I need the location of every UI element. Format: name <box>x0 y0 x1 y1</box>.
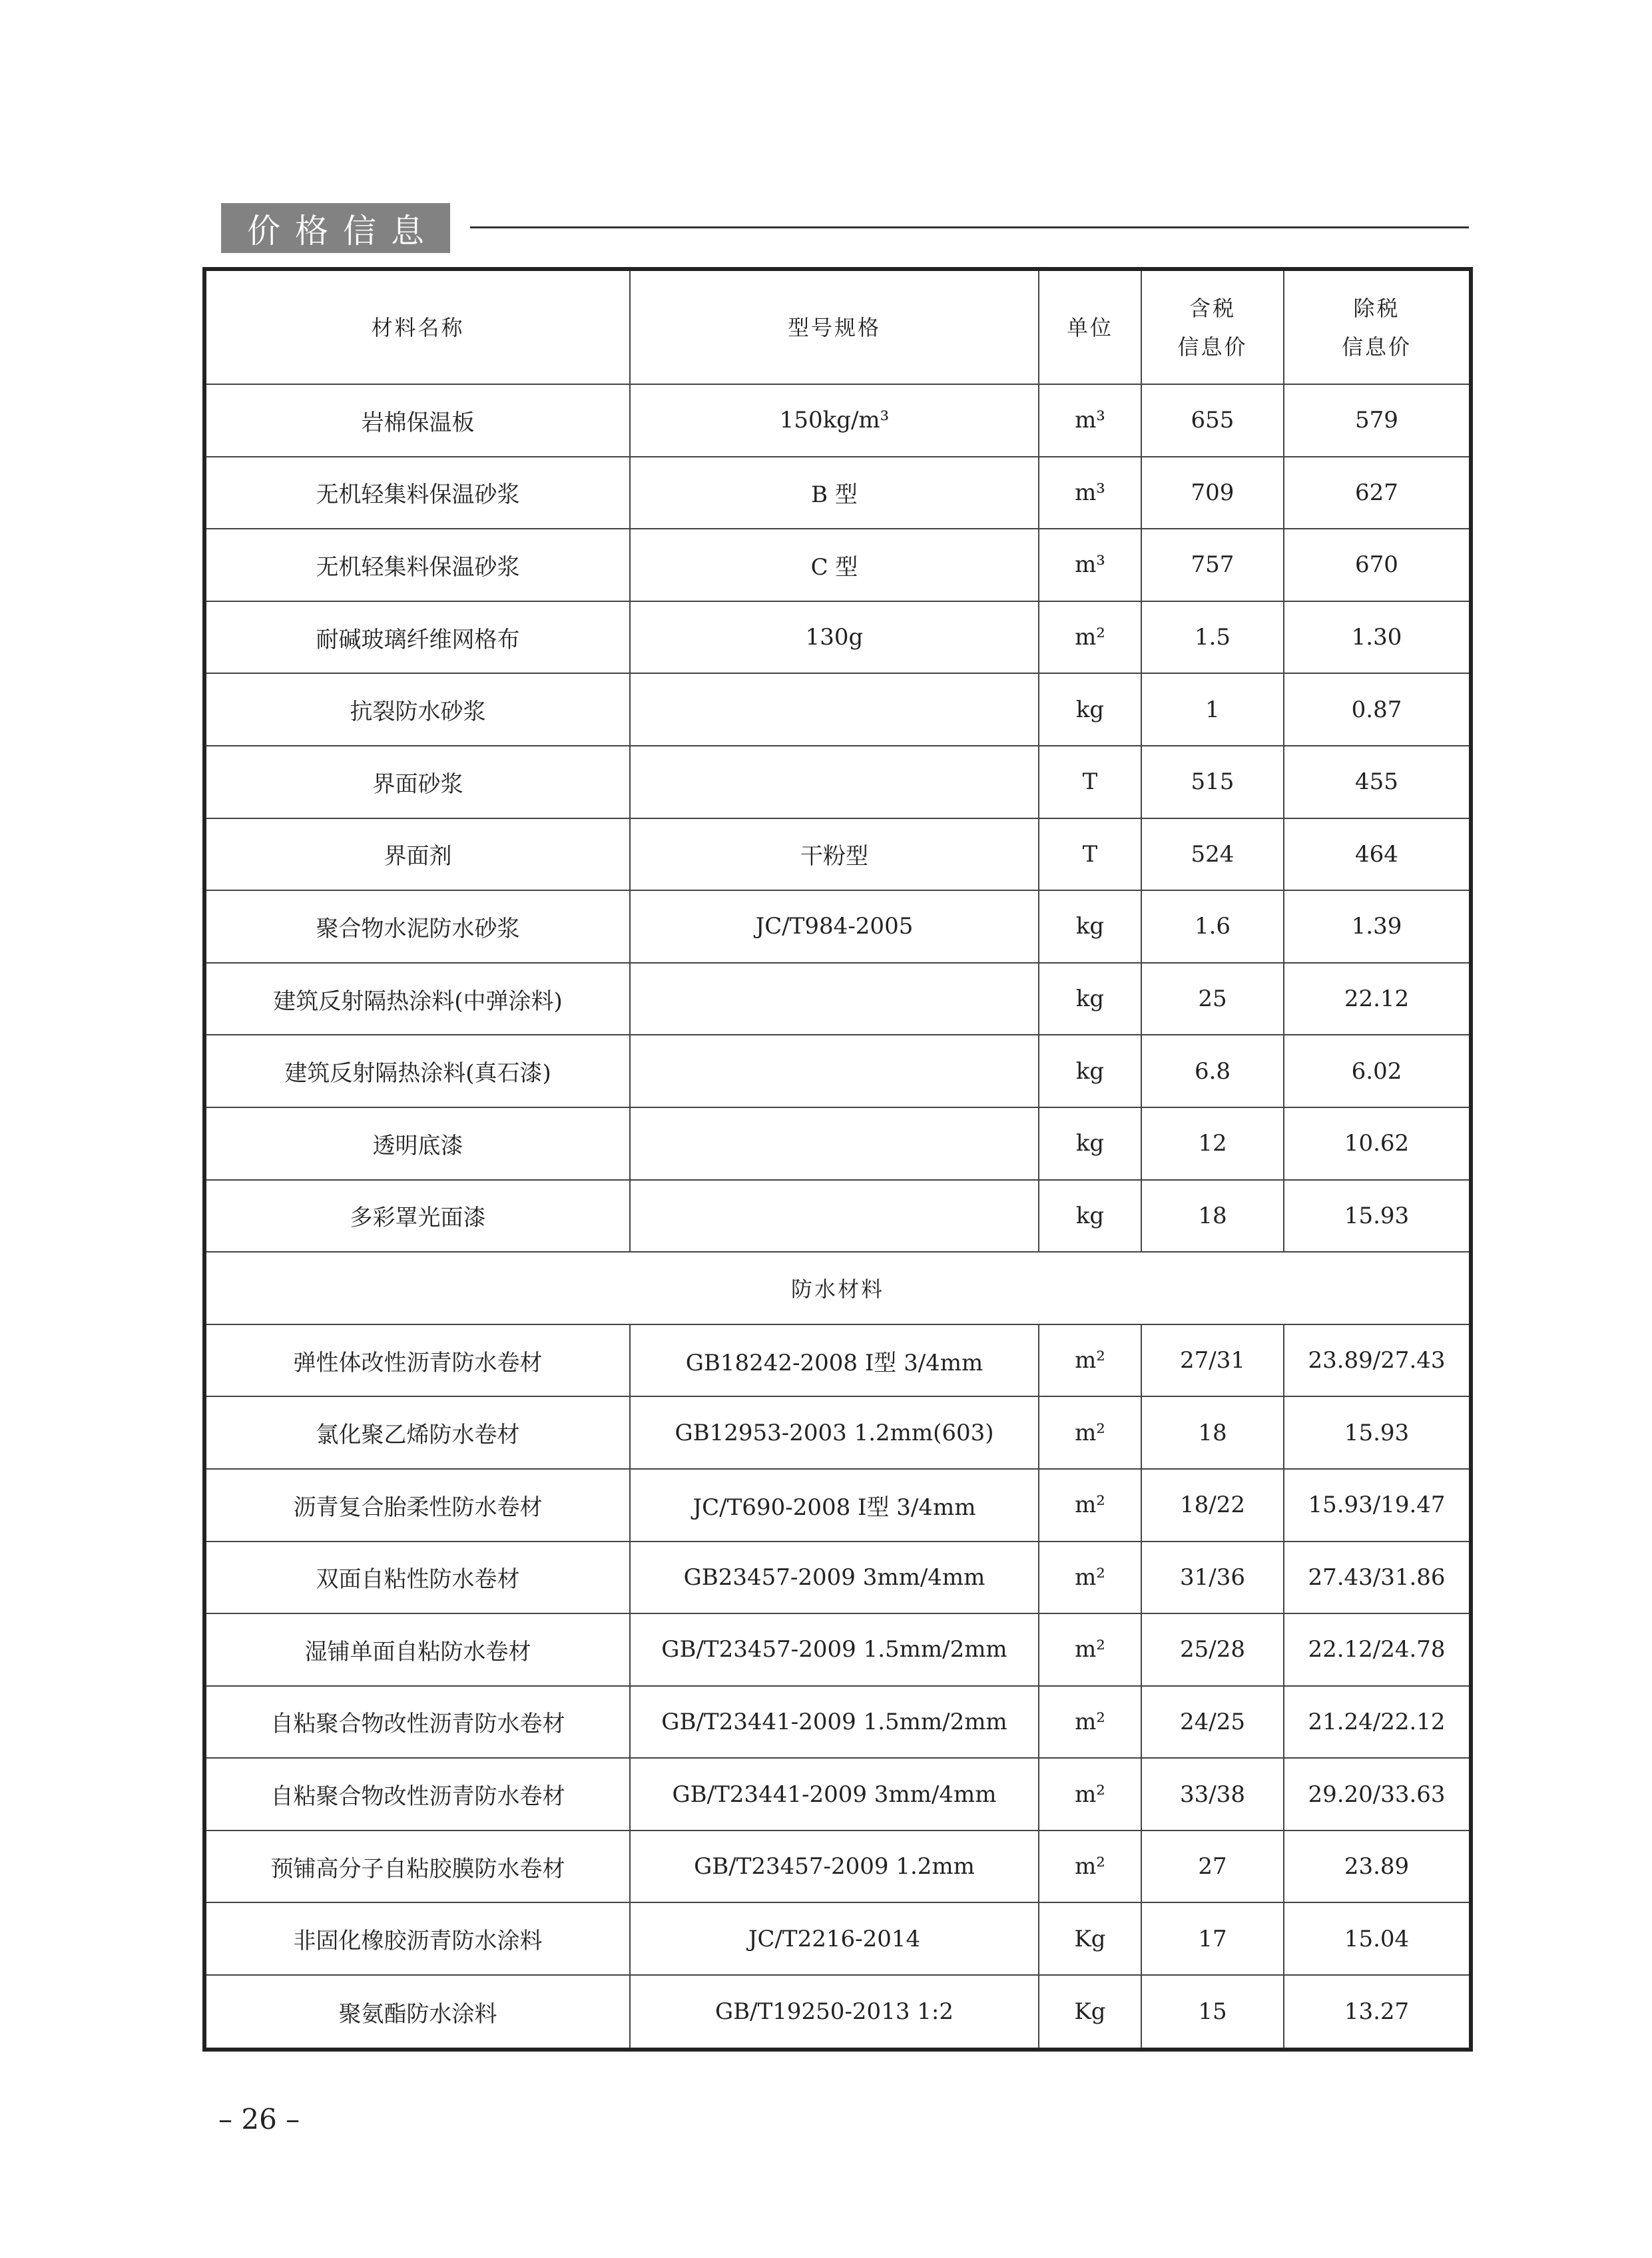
table-row <box>206 1831 1469 1903</box>
cell-unit: m² <box>1039 1831 1141 1903</box>
cell-price-with-tax: 1.6 <box>1141 890 1284 963</box>
table-row <box>206 1396 1469 1469</box>
cell-price-with-tax: 25 <box>1141 963 1284 1035</box>
cell-spec: GB18242-2008 Ⅰ型 3/4mm <box>630 1324 1039 1397</box>
cell-material-name: 界面砂浆 <box>206 746 630 818</box>
cell-spec: GB/T23441-2009 1.5mm/2mm <box>630 1686 1039 1759</box>
cell-price-without-tax: 10.62 <box>1284 1107 1469 1180</box>
cell-material-name: 非固化橡胶沥青防水涂料 <box>206 1902 630 1975</box>
cell-price-with-tax: 1.5 <box>1141 601 1284 674</box>
table-row <box>206 1542 1469 1614</box>
cell-spec: 130g <box>630 601 1039 674</box>
cell-material-name: 建筑反射隔热涂料(中弹涂料) <box>206 963 630 1035</box>
cell-price-with-tax: 18 <box>1141 1180 1284 1253</box>
cell-unit: m² <box>1039 1469 1141 1542</box>
cell-unit: Kg <box>1039 1975 1141 2048</box>
cell-unit: m² <box>1039 1613 1141 1686</box>
cell-material-name: 氯化聚乙烯防水卷材 <box>206 1396 630 1469</box>
cell-unit: kg <box>1039 1035 1141 1107</box>
cell-material-name: 建筑反射隔热涂料(真石漆) <box>206 1035 630 1107</box>
cell-material-name: 透明底漆 <box>206 1107 630 1180</box>
cell-price-with-tax: 15 <box>1141 1975 1284 2048</box>
cell-material-name: 预铺高分子自粘胶膜防水卷材 <box>206 1831 630 1903</box>
cell-price-without-tax: 29.20/33.63 <box>1284 1758 1469 1831</box>
cell-price-without-tax: 15.93 <box>1284 1396 1469 1469</box>
col-header-price-with-tax: 含税 信息价 <box>1141 271 1284 384</box>
cell-spec <box>630 746 1039 818</box>
cell-price-with-tax: 27/31 <box>1141 1324 1284 1397</box>
table-row <box>206 1324 1469 1397</box>
table-row <box>206 1035 1469 1107</box>
cell-spec: C 型 <box>630 529 1039 601</box>
table-row <box>206 1902 1469 1975</box>
cell-price-with-tax: 25/28 <box>1141 1613 1284 1686</box>
cell-material-name: 沥青复合胎柔性防水卷材 <box>206 1469 630 1542</box>
page-number: – 26 – <box>218 2103 300 2135</box>
table-row <box>206 1758 1469 1831</box>
cell-material-name: 岩棉保温板 <box>206 384 630 457</box>
cell-price-with-tax: 33/38 <box>1141 1758 1284 1831</box>
cell-unit: T <box>1039 818 1141 891</box>
cell-spec: GB/T23441-2009 3mm/4mm <box>630 1758 1039 1831</box>
cell-price-with-tax: 17 <box>1141 1902 1284 1975</box>
cell-unit: m² <box>1039 1686 1141 1759</box>
cell-material-name: 无机轻集料保温砂浆 <box>206 529 630 601</box>
cell-spec: 干粉型 <box>630 818 1039 891</box>
table-row <box>206 1686 1469 1759</box>
cell-spec: GB/T23457-2009 1.2mm <box>630 1831 1039 1903</box>
cell-spec: 150kg/m³ <box>630 384 1039 457</box>
cell-spec: GB12953-2003 1.2mm(603) <box>630 1396 1039 1469</box>
cell-price-without-tax: 627 <box>1284 457 1469 529</box>
cell-price-without-tax: 21.24/22.12 <box>1284 1686 1469 1759</box>
cell-unit: kg <box>1039 963 1141 1035</box>
cell-unit: kg <box>1039 1107 1141 1180</box>
cell-price-without-tax: 13.27 <box>1284 1975 1469 2048</box>
cell-spec <box>630 1107 1039 1180</box>
cell-unit: m² <box>1039 1758 1141 1831</box>
cell-unit: Kg <box>1039 1902 1141 1975</box>
price-table <box>206 271 1469 2048</box>
cell-price-with-tax: 31/36 <box>1141 1542 1284 1614</box>
cell-price-with-tax: 757 <box>1141 529 1284 601</box>
cell-unit: m² <box>1039 601 1141 674</box>
table-header-row <box>206 271 1469 384</box>
cell-spec: JC/T984-2005 <box>630 890 1039 963</box>
cell-price-with-tax: 12 <box>1141 1107 1284 1180</box>
cell-material-name: 多彩罩光面漆 <box>206 1180 630 1253</box>
cell-spec: GB23457-2009 3mm/4mm <box>630 1542 1039 1614</box>
cell-price-with-tax: 6.8 <box>1141 1035 1284 1107</box>
cell-price-without-tax: 23.89/27.43 <box>1284 1324 1469 1397</box>
cell-spec: B 型 <box>630 457 1039 529</box>
cell-unit: kg <box>1039 673 1141 746</box>
cell-unit: m² <box>1039 1542 1141 1614</box>
cell-material-name: 双面自粘性防水卷材 <box>206 1542 630 1614</box>
cell-price-without-tax: 6.02 <box>1284 1035 1469 1107</box>
cell-material-name: 界面剂 <box>206 818 630 891</box>
cell-unit: m³ <box>1039 384 1141 457</box>
table-row <box>206 1180 1469 1253</box>
table-row <box>206 673 1469 746</box>
table-row <box>206 384 1469 457</box>
cell-material-name: 湿铺单面自粘防水卷材 <box>206 1613 630 1686</box>
cell-price-without-tax: 22.12/24.78 <box>1284 1613 1469 1686</box>
section-label-waterproof-materials: 防水材料 <box>206 1252 1469 1324</box>
cell-price-with-tax: 524 <box>1141 818 1284 891</box>
cell-material-name: 自粘聚合物改性沥青防水卷材 <box>206 1686 630 1759</box>
table-row <box>206 746 1469 818</box>
cell-material-name: 聚合物水泥防水砂浆 <box>206 890 630 963</box>
cell-unit: kg <box>1039 890 1141 963</box>
cell-spec: JC/T2216-2014 <box>630 1902 1039 1975</box>
table-row <box>206 1107 1469 1180</box>
cell-unit: m³ <box>1039 457 1141 529</box>
cell-spec: JC/T690-2008 Ⅰ型 3/4mm <box>630 1469 1039 1542</box>
table-row <box>206 963 1469 1035</box>
table-row <box>206 818 1469 891</box>
cell-price-with-tax: 515 <box>1141 746 1284 818</box>
col-header-material-name: 材料名称 <box>206 271 630 384</box>
table-row <box>206 457 1469 529</box>
price-table-frame <box>202 267 1473 2052</box>
cell-price-without-tax: 1.39 <box>1284 890 1469 963</box>
cell-unit: m² <box>1039 1324 1141 1397</box>
cell-price-without-tax: 27.43/31.86 <box>1284 1542 1469 1614</box>
table-row <box>206 601 1469 674</box>
cell-spec <box>630 1035 1039 1107</box>
cell-price-without-tax: 1.30 <box>1284 601 1469 674</box>
cell-price-without-tax: 579 <box>1284 384 1469 457</box>
table-row <box>206 529 1469 601</box>
cell-price-without-tax: 670 <box>1284 529 1469 601</box>
cell-material-name: 聚氨酯防水涂料 <box>206 1975 630 2048</box>
cell-price-without-tax: 15.93 <box>1284 1180 1469 1253</box>
cell-unit: T <box>1039 746 1141 818</box>
cell-material-name: 自粘聚合物改性沥青防水卷材 <box>206 1758 630 1831</box>
cell-price-with-tax: 655 <box>1141 384 1284 457</box>
cell-spec <box>630 673 1039 746</box>
cell-material-name: 耐碱玻璃纤维网格布 <box>206 601 630 674</box>
cell-price-without-tax: 0.87 <box>1284 673 1469 746</box>
cell-price-without-tax: 22.12 <box>1284 963 1469 1035</box>
cell-material-name: 抗裂防水砂浆 <box>206 673 630 746</box>
cell-unit: kg <box>1039 1180 1141 1253</box>
cell-spec <box>630 963 1039 1035</box>
col-header-price-without-tax: 除税 信息价 <box>1284 271 1469 384</box>
header-rule <box>470 226 1469 228</box>
cell-price-with-tax: 1 <box>1141 673 1284 746</box>
table-row <box>206 1469 1469 1542</box>
cell-price-without-tax: 15.93/19.47 <box>1284 1469 1469 1542</box>
cell-material-name: 弹性体改性沥青防水卷材 <box>206 1324 630 1397</box>
col-header-spec: 型号规格 <box>630 271 1039 384</box>
cell-price-without-tax: 15.04 <box>1284 1902 1469 1975</box>
cell-price-with-tax: 18/22 <box>1141 1469 1284 1542</box>
table-row <box>206 1613 1469 1686</box>
cell-spec: GB/T19250-2013 1:2 <box>630 1975 1039 2048</box>
cell-spec <box>630 1180 1039 1253</box>
table-row <box>206 890 1469 963</box>
section-row <box>206 1252 1469 1324</box>
section-title-tag: 价格信息 <box>221 203 450 253</box>
cell-price-with-tax: 24/25 <box>1141 1686 1284 1759</box>
cell-price-with-tax: 18 <box>1141 1396 1284 1469</box>
cell-price-with-tax: 27 <box>1141 1831 1284 1903</box>
cell-price-with-tax: 709 <box>1141 457 1284 529</box>
cell-price-without-tax: 23.89 <box>1284 1831 1469 1903</box>
cell-unit: m³ <box>1039 529 1141 601</box>
cell-price-without-tax: 464 <box>1284 818 1469 891</box>
cell-unit: m² <box>1039 1396 1141 1469</box>
col-header-unit: 单位 <box>1039 271 1141 384</box>
cell-price-without-tax: 455 <box>1284 746 1469 818</box>
cell-material-name: 无机轻集料保温砂浆 <box>206 457 630 529</box>
table-row <box>206 1975 1469 2048</box>
cell-spec: GB/T23457-2009 1.5mm/2mm <box>630 1613 1039 1686</box>
